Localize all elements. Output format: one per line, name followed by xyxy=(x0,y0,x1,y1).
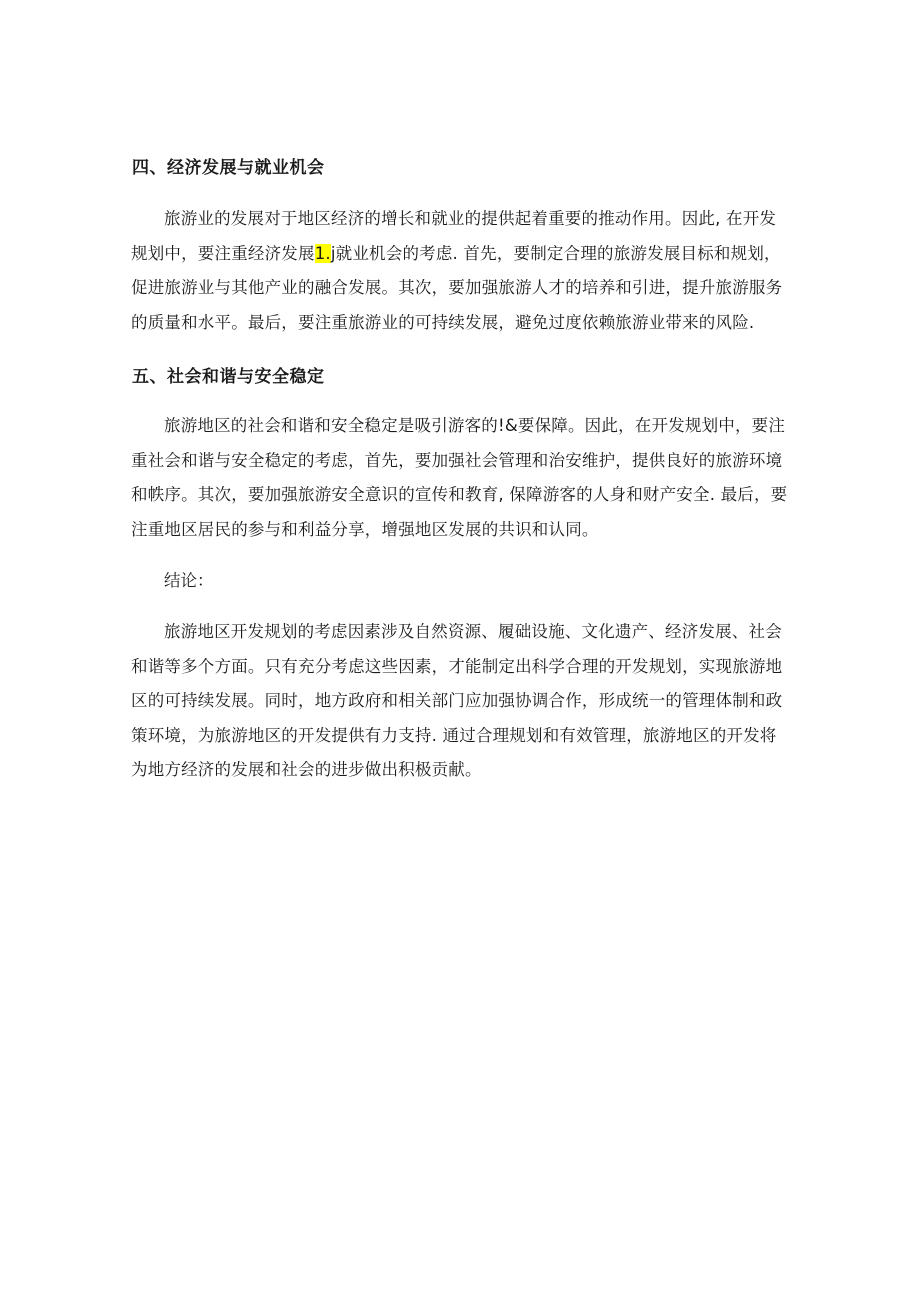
paragraph-line: 旅游业的发展对于地区经济的增长和就业的提供起着重要的推动作用。因此, 在开发 xyxy=(164,209,777,228)
section-heading-economy: 四、经济发展与就业机会 xyxy=(132,158,325,178)
paragraph-line: 的质量和水平。最后，要注重旅游业的可持续发展，避免过度依赖旅游业带来的风险. xyxy=(131,312,755,332)
paragraph-line: 注重地区居民的参与和利益分享，增强地区发展的共识和认同。 xyxy=(131,519,599,539)
paragraph-society xyxy=(131,409,803,547)
paragraph-line: 重社会和谐与安全稳定的考虑，首先，要加强社会管理和治安维护，提供良好的旅游环境 xyxy=(131,450,783,470)
paragraph-line: 和谐等多个方面。只有充分考虑这些因素，才能制定出科学合理的开发规划，实现旅游地 xyxy=(131,656,783,676)
paragraph-line: 策环境，为旅游地区的开发提供有力支持. 通过合理规划和有效管理，旅游地区的开发将 xyxy=(131,725,777,745)
paragraph-line: 旅游地区开发规划的考虑因素涉及自然资源、履础设施、文化遗产、经济发展、社会 xyxy=(164,622,782,641)
text-segment: j就业机会的考虑. 首先，要制定合理的旅游发展目标和规划， xyxy=(330,243,781,263)
section-heading-society: 五、社会和谐与安全稳定 xyxy=(132,367,325,387)
paragraph-conclusion xyxy=(131,615,803,788)
paragraph-line xyxy=(131,237,803,272)
paragraph-economy xyxy=(131,202,803,340)
paragraph-line: 促进旅游业与其他产业的融合发展。其次，要加强旅游人才的培养和引进，提升旅游服务 xyxy=(131,278,783,297)
highlighted-text: 1. xyxy=(314,243,331,263)
text-segment: 规划中，要注重经济发展 xyxy=(131,243,315,263)
paragraph-line: 为地方经济的发展和社会的进步做出积极贡献。 xyxy=(131,760,482,779)
paragraph-line: 旅游地区的社会和谐和安全稳定是吸引游客的!&要保障。因此，在开发规划中，要注 xyxy=(164,416,786,435)
paragraph-line: 区的可持续发展。同时，地方政府和相关部门应加强协调合作，形成统一的管理体制和政 xyxy=(131,691,783,710)
conclusion-label: 结论： xyxy=(164,571,214,590)
paragraph-line: 和帙序。其次，要加强旅游安全意识的宣传和教育, 保障游客的人身和财产安全. 最后，要 xyxy=(131,485,788,504)
